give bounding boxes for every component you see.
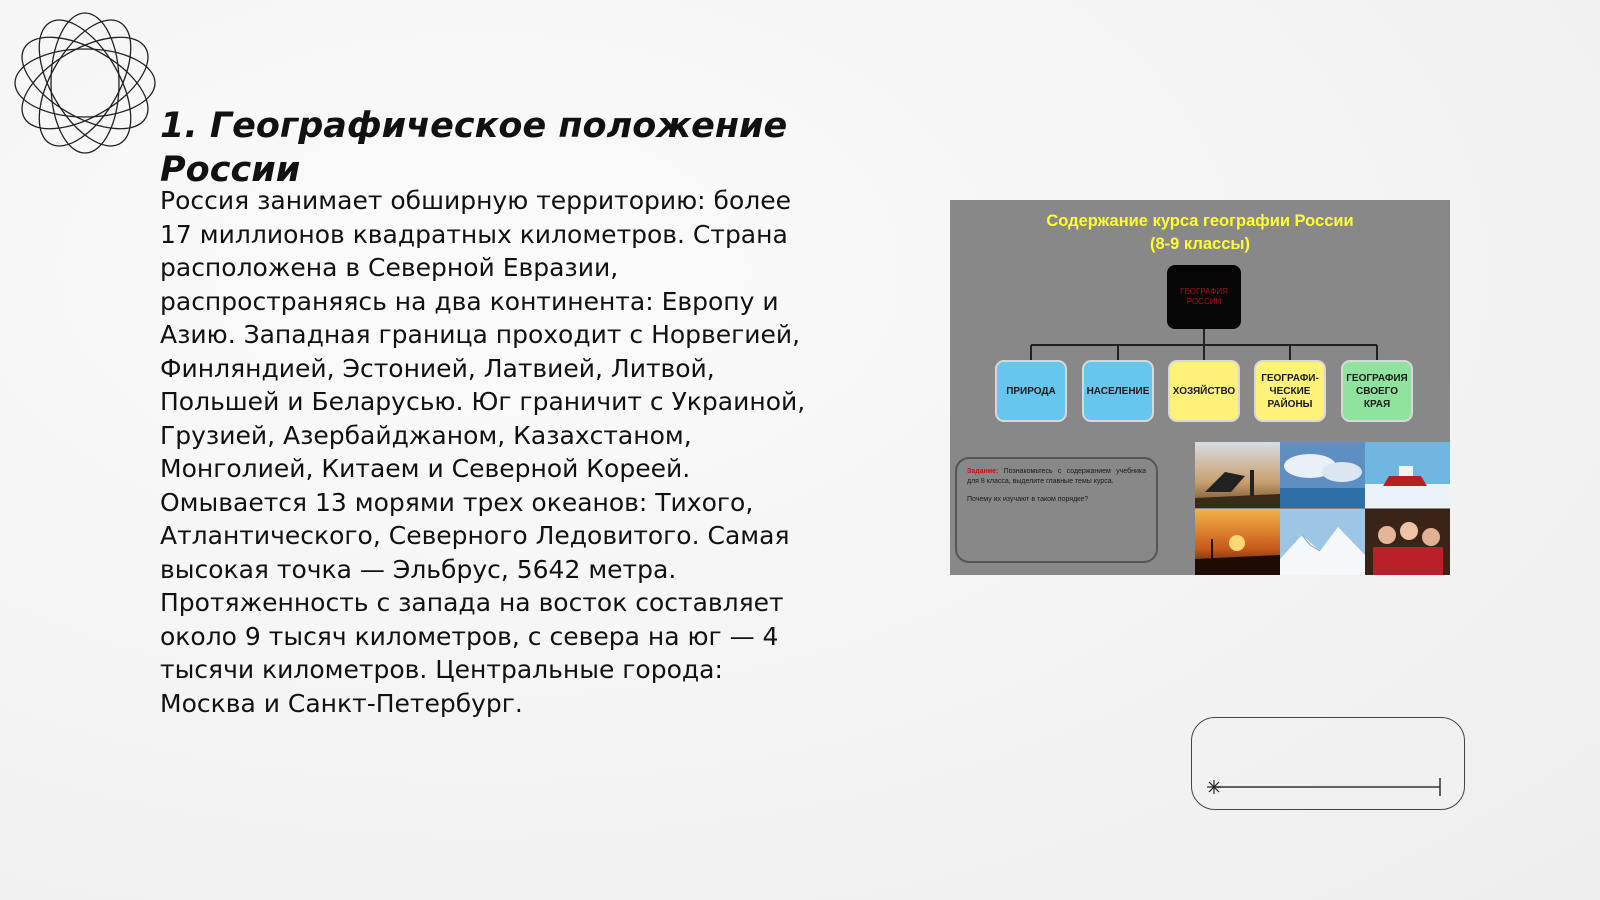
sunset-savanna-photo <box>1195 509 1280 575</box>
task-label: Задание: <box>967 468 999 475</box>
people-group-photo <box>1365 509 1450 575</box>
sparkle-star-icon <box>1207 780 1221 794</box>
diagram-box-label: ГЕОГРАФИЯ СВОЕГО КРАЯ <box>1346 372 1408 410</box>
snowy-mountains-photo <box>1280 509 1365 575</box>
diagram-box-economy <box>1168 360 1240 422</box>
decorative-line <box>1192 718 1466 811</box>
image-title-line-2: (8-9 классы) <box>1150 235 1250 253</box>
diagram-box-label: НАСЕЛЕНИЕ <box>1086 385 1150 397</box>
orbit-ornament-icon <box>10 8 160 158</box>
task-question: Почему их изучают в таком порядке? <box>967 496 1089 503</box>
diagram-box-regions <box>1254 360 1326 422</box>
diagram-box-population <box>1082 360 1154 422</box>
diagram-box-label: ПРИРОДА <box>1006 385 1056 397</box>
course-content-image <box>950 200 1450 575</box>
sea-clouds-photo <box>1280 442 1365 508</box>
diagram-box-label: ГЕОГРАФИ- ЧЕСКИЕ РАЙОНЫ <box>1261 372 1319 410</box>
photo-collage <box>1195 442 1450 575</box>
oil-pumps-photo <box>1195 442 1280 508</box>
image-title-line-1: Содержание курса географии России <box>1046 212 1354 230</box>
diagram-box-local-geography <box>1341 360 1413 422</box>
slide-body-text: Россия занимает обширную территорию: более 17 миллионов квадратных километров. Страна расположена в Северной Евразии, распространяясь на два континента: Европу и Азию. Западная граница проходит с Норвегией, Финляндией, Эстонией, Латвией, Литвой, Польшей и Беларусью. Юг граничит с Украиной, Грузией, Азербайджаном, Казахстаном, Монголией, Китаем и Северной Кореей. Омывается 13 морями трех океанов: Тихого, Атлантического, Северного Ледовитого. Самая высокая точка — Эльбрус, 5642 метра. Протяженность с запада на восток составляет около 9 тысяч километров, с севера на юг — 4 тысячи километров. Центральные города: Москва и Санкт-Петербург. <box>160 186 806 718</box>
diagram-box-label: ХОЗЯЙСТВО <box>1172 385 1236 397</box>
slide-title: 1. Географическое положение России <box>160 106 788 190</box>
task-box <box>955 457 1158 563</box>
task-text: Познакомьтесь с содержанием учебника для 8 класса, выделите главные темы курса. <box>967 468 1146 485</box>
icebreaker-photo <box>1365 442 1450 508</box>
diagram-box-nature <box>995 360 1067 422</box>
decorative-frame <box>1191 717 1465 810</box>
diagram-root-box: ГЕОГРАФИЯ РОССИИ <box>1167 265 1241 329</box>
